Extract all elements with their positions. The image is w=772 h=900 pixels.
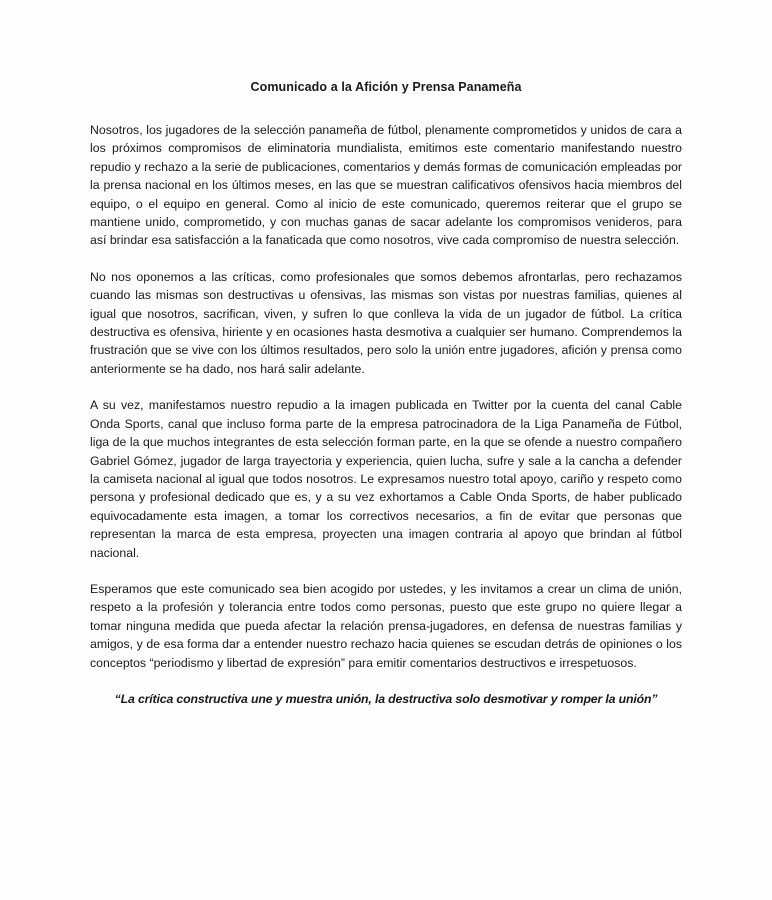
paragraph-3: A su vez, manifestamos nuestro repudio a la imagen publicada en Twitter por la cuenta del canal Cable Onda Sports, canal que incluso forma parte de la empresa patrocinadora de la Liga Panameña de Fútbol, liga de la que muchos integrantes de esta selección forman parte, en la que se ofende a nuestro compañero Gabriel Gómez, jugador de larga trayectoria y experiencia, quien lucha, sufre y sale a la cancha a defender la camiseta nacional al igual que todos nosotros. Le expresamos nuestro total apoyo, cariño y respeto como persona y profesional dedicado que es, y a su vez exhortamos a Cable Onda Sports, de haber publicado equivocadamente esta imagen, a tomar los correctivos necesarios, a fin de evitar que personas que representan la marca de esta empresa, proyecten una imagen contraria al apoyo que brindan al fútbol nacional.	[90, 398, 682, 560]
closing-quote: “La crítica constructiva une y muestra unión, la destructiva solo desmotivar y romper la unión”	[114, 691, 658, 706]
document-body	[90, 80, 682, 708]
paragraph-1: Nosotros, los jugadores de la selección panameña de fútbol, plenamente comprometidos y unidos de cara a los próximos compromisos de eliminatoria mundialista, emitimos este comentario manifestando nuestro repudio y rechazo a la serie de publicaciones, comentarios y demás formas de comunicación empleadas por la prensa nacional en los últimos meses, en las que se muestran calificativos ofensivos hacia miembros del equipo, o el equipo en general. Como al inicio de este comunicado, queremos reiterar que el grupo se mantiene unido, comprometido, y con muchas ganas de sacar adelante los compromisos venideros, para así brindar esa satisfacción a la fanaticada que como nosotros, vive cada compromiso de nuestra selección.	[90, 123, 682, 248]
paragraph-2: No nos oponemos a las críticas, como profesionales que somos debemos afrontarlas, pero rechazamos cuando las mismas son destructivas u ofensivas, las mismas son vistas por nuestras familias, quienes al igual que nosotros, sacrifican, viven, y sufren lo que conlleva la vida de un jugador de fútbol. La crítica destructiva es ofensiva, hiriente y en ocasiones hasta desmotiva a cualquier ser humano. Comprendemos la frustración que se vive con los últimos resultados, pero solo la unión entre jugadores, afición y prensa como anteriormente se ha dado, nos hará salir adelante.	[90, 269, 682, 376]
document-title: Comunicado a la Afición y Prensa Panameña	[250, 80, 522, 94]
paragraph-4: Esperamos que este comunicado sea bien acogido por ustedes, y les invitamos a crear un clima de unión, respeto a la profesión y tolerancia entre todos como personas, puesto que este grupo no quiere llegar a tomar ninguna medida que pueda afectar la relación prensa-jugadores, en defensa de nuestras familias y amigos, y de esa forma dar a entender nuestro rechazo hacia quienes se escudan detrás de opiniones o los conceptos “periodismo y libertad de expresión” para emitir comentarios destructivos e irrespetuosos.	[90, 581, 682, 670]
